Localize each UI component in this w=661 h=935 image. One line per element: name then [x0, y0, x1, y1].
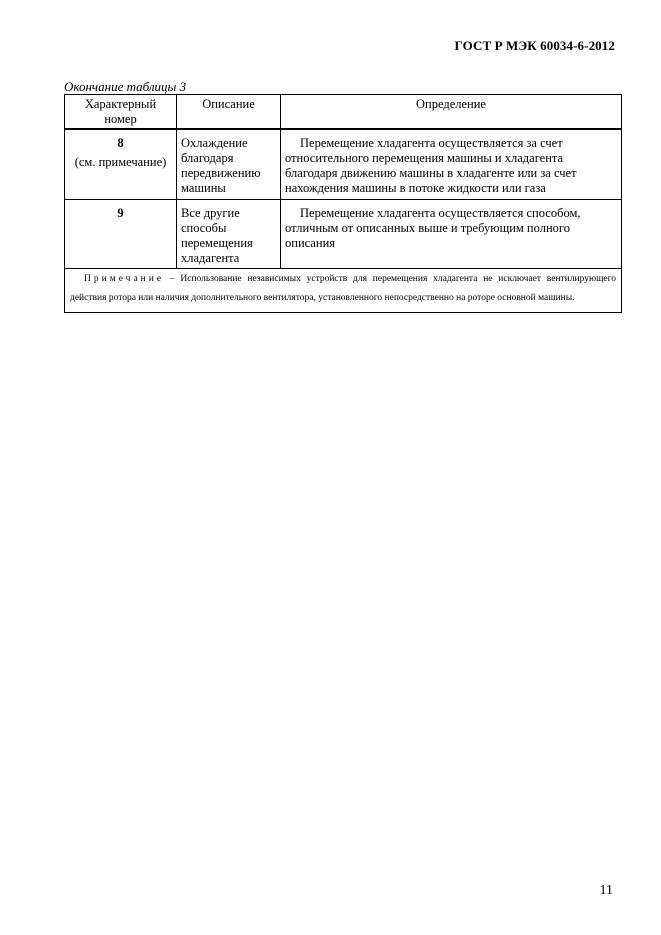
page-number: 11 [599, 883, 613, 898]
table-caption: Окончание таблицы 3 [64, 79, 187, 94]
table-header-row [65, 95, 622, 130]
row-number: 8 [117, 136, 124, 150]
table-row [65, 199, 622, 268]
row-number-cell [65, 199, 177, 268]
table-note-row [65, 268, 622, 312]
row-number: 9 [117, 205, 124, 220]
cooling-method-table [64, 94, 622, 313]
row-definition: Перемещение хладагента осуществляется способом, отличным от описанных выше и требующим полного описания [281, 199, 622, 268]
table-row [65, 129, 622, 199]
document-designation: ГОСТ Р МЭК 60034-6-2012 [454, 38, 615, 53]
row-description: Охлаждение благодаря передвижению машины [177, 129, 281, 199]
column-header-description: Описание [177, 95, 281, 130]
row-definition: Перемещение хладагента осуществляется за счет относительного перемещения машины и хладагента благодаря движению машины в хладагенте или за счет нахождения машины в потоке жидкости или газа [281, 129, 622, 199]
row-number-note: (см. примечание) [74, 155, 167, 169]
note-label: Примечание [84, 273, 165, 284]
row-description: Все другие способы перемещения хладагента [177, 199, 281, 268]
row-number-cell [65, 129, 177, 199]
table-note [65, 268, 622, 312]
column-header-definition: Определение [281, 95, 622, 130]
column-header-number: Характерный номер [65, 95, 177, 130]
note-text: – Использование независимых устройств для перемещения хладагента не исключает вентилирующего действия ротора или наличия дополнительного вентилятора, установленного непосредственно на роторе основной машины. [70, 273, 617, 303]
